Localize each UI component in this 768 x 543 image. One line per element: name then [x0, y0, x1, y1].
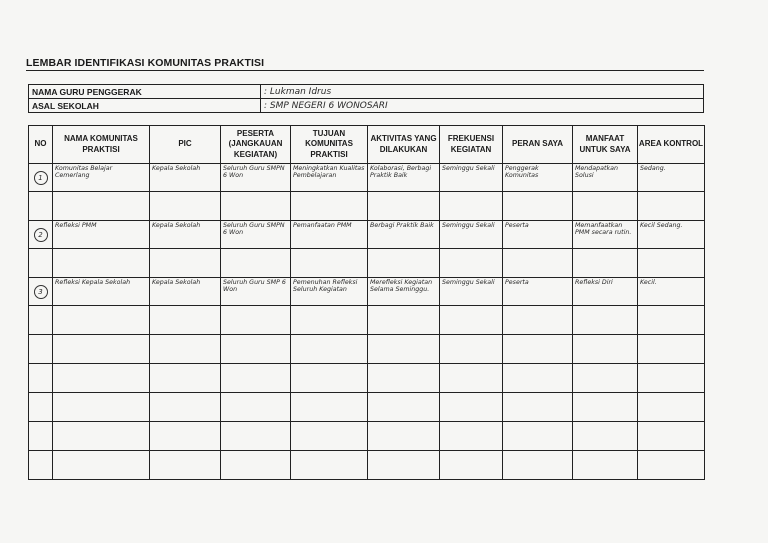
- empty-cell: [29, 192, 53, 221]
- empty-cell: [440, 422, 503, 451]
- empty-cell: [638, 451, 705, 480]
- empty-cell: [503, 306, 573, 335]
- empty-cell: [638, 364, 705, 393]
- empty-cell: [291, 364, 368, 393]
- empty-cell: [29, 306, 53, 335]
- empty-cell: [291, 393, 368, 422]
- empty-cell: [440, 335, 503, 364]
- empty-cell: [221, 364, 291, 393]
- table-row: [29, 249, 705, 278]
- empty-cell: [440, 451, 503, 480]
- cell-benefit: Refleksi Diri: [573, 278, 638, 306]
- empty-cell: [503, 422, 573, 451]
- empty-cell: [53, 393, 150, 422]
- school-value: : SMP NEGERI 6 WONOSARI: [261, 99, 704, 113]
- header-goal: TUJUAN KOMUNITAS PRAKTISI: [291, 126, 368, 164]
- empty-cell: [503, 335, 573, 364]
- empty-cell: [53, 335, 150, 364]
- header-control-area: AREA KONTROL: [638, 126, 705, 164]
- empty-cell: [368, 335, 440, 364]
- empty-cell: [291, 422, 368, 451]
- cell-pic: Kepala Sekolah: [150, 221, 221, 249]
- empty-cell: [221, 335, 291, 364]
- empty-cell: [29, 422, 53, 451]
- table-row: [29, 278, 705, 306]
- empty-cell: [368, 364, 440, 393]
- empty-cell: [221, 306, 291, 335]
- cell-control-area: Kecil Sedang.: [638, 221, 705, 249]
- empty-cell: [53, 192, 150, 221]
- cell-my-role: Peserta: [503, 221, 573, 249]
- table-row: [29, 451, 705, 480]
- cell-activities: Kolaborasi, Berbagi Praktik Baik: [368, 164, 440, 192]
- empty-cell: [150, 451, 221, 480]
- empty-cell: [150, 422, 221, 451]
- cell-my-role: Penggerak Komunitas: [503, 164, 573, 192]
- empty-cell: [291, 249, 368, 278]
- empty-cell: [573, 335, 638, 364]
- empty-cell: [573, 393, 638, 422]
- empty-cell: [368, 306, 440, 335]
- empty-cell: [150, 335, 221, 364]
- header-frequency: FREKUENSI KEGIATAN: [440, 126, 503, 164]
- header-participants: PESERTA (JANGKAUAN KEGIATAN): [221, 126, 291, 164]
- empty-cell: [221, 192, 291, 221]
- empty-cell: [53, 364, 150, 393]
- cell-participants: Seluruh Guru SMPN 6 Won: [221, 221, 291, 249]
- cell-pic: Kepala Sekolah: [150, 164, 221, 192]
- cell-frequency: Seminggu Sekali: [440, 221, 503, 249]
- cell-goal: Pemenuhan Refleksi Seluruh Kegiatan: [291, 278, 368, 306]
- empty-cell: [29, 335, 53, 364]
- cell-no: [29, 164, 53, 192]
- cell-benefit: Memanfaatkan PMM secara rutin.: [573, 221, 638, 249]
- cell-activities: Berbagi Praktik Baik: [368, 221, 440, 249]
- empty-cell: [638, 335, 705, 364]
- empty-cell: [573, 249, 638, 278]
- empty-cell: [503, 249, 573, 278]
- empty-cell: [221, 393, 291, 422]
- empty-cell: [638, 422, 705, 451]
- header-row: [29, 126, 705, 164]
- empty-cell: [29, 249, 53, 278]
- table-row: [29, 192, 705, 221]
- teacher-value: : Lukman Idrus: [261, 85, 704, 99]
- empty-cell: [221, 451, 291, 480]
- empty-cell: [573, 192, 638, 221]
- cell-my-role: Peserta: [503, 278, 573, 306]
- empty-cell: [29, 451, 53, 480]
- empty-cell: [503, 192, 573, 221]
- empty-cell: [29, 364, 53, 393]
- empty-cell: [291, 451, 368, 480]
- empty-cell: [573, 451, 638, 480]
- empty-cell: [368, 249, 440, 278]
- empty-cell: [291, 192, 368, 221]
- cell-activities: Merefleksi Kegiatan Selama Seminggu.: [368, 278, 440, 306]
- empty-cell: [440, 249, 503, 278]
- cell-community-name: Refleksi Kepala Sekolah: [53, 278, 150, 306]
- row-number: 1: [34, 171, 48, 185]
- empty-cell: [53, 306, 150, 335]
- empty-cell: [53, 451, 150, 480]
- empty-cell: [638, 306, 705, 335]
- empty-cell: [368, 422, 440, 451]
- school-row: [29, 99, 704, 113]
- cell-community-name: Refleksi PMM: [53, 221, 150, 249]
- empty-cell: [440, 306, 503, 335]
- cell-frequency: Seminggu Sekali: [440, 164, 503, 192]
- empty-cell: [638, 393, 705, 422]
- header-activities: AKTIVITAS YANG DILAKUKAN: [368, 126, 440, 164]
- cell-frequency: Seminggu Sekali: [440, 278, 503, 306]
- cell-control-area: Kecil.: [638, 278, 705, 306]
- empty-cell: [368, 451, 440, 480]
- cell-no: [29, 278, 53, 306]
- document-title: LEMBAR IDENTIFIKASI KOMUNITAS PRAKTISI: [26, 57, 265, 69]
- cell-goal: Meningkatkan Kualitas Pembelajaran: [291, 164, 368, 192]
- cell-control-area: Sedang.: [638, 164, 705, 192]
- cell-community-name: Komunitas Belajar Cemerlang: [53, 164, 150, 192]
- empty-cell: [291, 335, 368, 364]
- empty-cell: [573, 364, 638, 393]
- table-row: [29, 335, 705, 364]
- cell-no: [29, 221, 53, 249]
- empty-cell: [53, 422, 150, 451]
- community-practice-table: [28, 125, 705, 480]
- empty-cell: [440, 364, 503, 393]
- identity-table: [28, 84, 704, 113]
- empty-cell: [291, 306, 368, 335]
- empty-cell: [503, 451, 573, 480]
- table-row: [29, 221, 705, 249]
- header-community-name: NAMA KOMUNITAS PRAKTISI: [53, 126, 150, 164]
- empty-cell: [440, 192, 503, 221]
- teacher-label: NAMA GURU PENGGERAK: [29, 85, 261, 99]
- empty-cell: [573, 422, 638, 451]
- empty-cell: [503, 393, 573, 422]
- empty-cell: [150, 192, 221, 221]
- table-row: [29, 422, 705, 451]
- table-row: [29, 393, 705, 422]
- table-row: [29, 164, 705, 192]
- teacher-row: [29, 85, 704, 99]
- title-divider: [26, 70, 704, 71]
- header-benefit: MANFAAT UNTUK SAYA: [573, 126, 638, 164]
- cell-pic: Kepala Sekolah: [150, 278, 221, 306]
- empty-cell: [221, 422, 291, 451]
- empty-cell: [221, 249, 291, 278]
- header-pic: PIC: [150, 126, 221, 164]
- empty-cell: [368, 393, 440, 422]
- empty-cell: [573, 306, 638, 335]
- empty-cell: [440, 393, 503, 422]
- empty-cell: [150, 393, 221, 422]
- empty-cell: [638, 192, 705, 221]
- table-row: [29, 306, 705, 335]
- empty-cell: [150, 306, 221, 335]
- empty-cell: [53, 249, 150, 278]
- header-my-role: PERAN SAYA: [503, 126, 573, 164]
- cell-benefit: Mendapatkan Solusi: [573, 164, 638, 192]
- empty-cell: [29, 393, 53, 422]
- empty-cell: [150, 364, 221, 393]
- cell-goal: Pemanfaatan PMM: [291, 221, 368, 249]
- empty-cell: [368, 192, 440, 221]
- table-row: [29, 364, 705, 393]
- cell-participants: Seluruh Guru SMP 6 Won: [221, 278, 291, 306]
- empty-cell: [638, 249, 705, 278]
- header-no: NO: [29, 126, 53, 164]
- empty-cell: [150, 249, 221, 278]
- cell-participants: Seluruh Guru SMPN 6 Won: [221, 164, 291, 192]
- row-number: 3: [34, 285, 48, 299]
- row-number: 2: [34, 228, 48, 242]
- school-label: ASAL SEKOLAH: [29, 99, 261, 113]
- empty-cell: [503, 364, 573, 393]
